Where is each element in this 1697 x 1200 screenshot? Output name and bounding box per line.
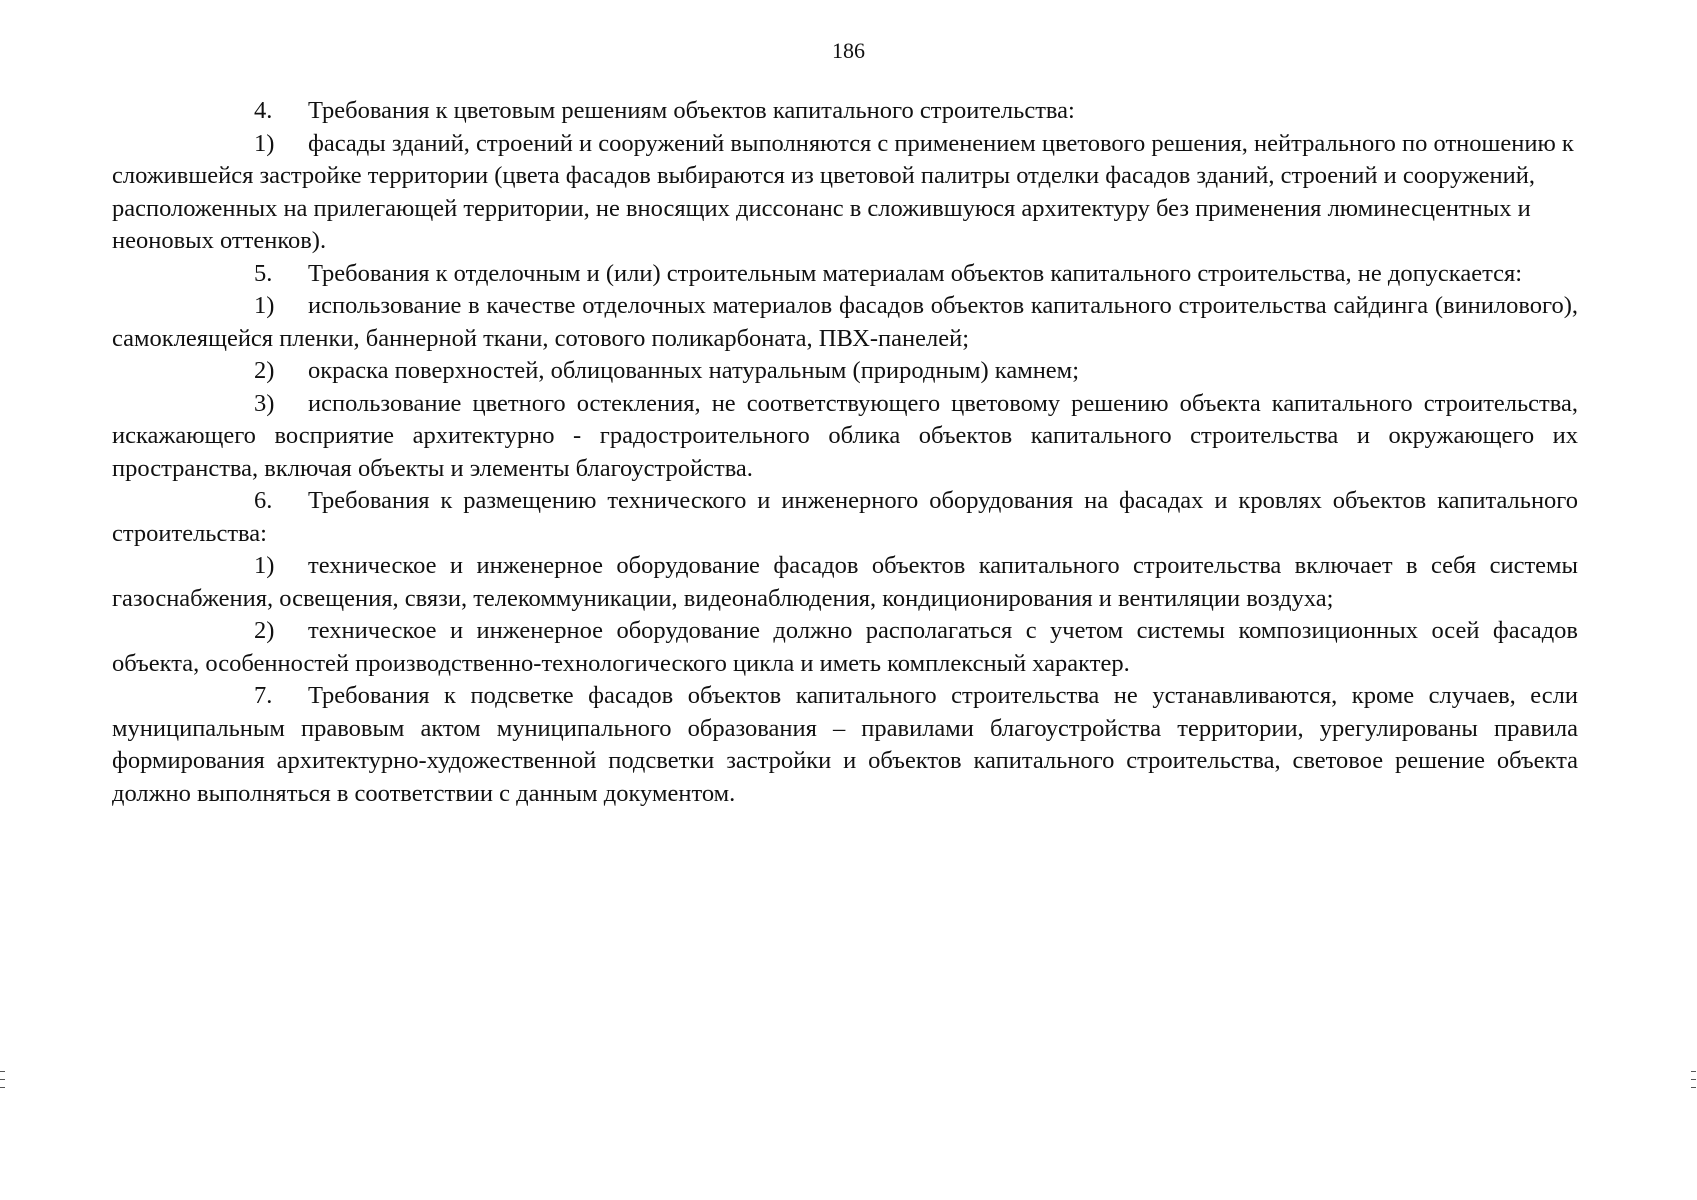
paragraph-number: 2) [254,617,275,644]
paragraph-number: 1) [254,552,275,579]
page-number: 186 [832,38,865,63]
paragraph-section-4 [112,95,1578,128]
scan-edge-mark [0,1079,5,1080]
scan-edge-mark [1691,1071,1696,1072]
paragraph-item-5-3 [112,388,1578,486]
paragraph-text: использование в качестве отделочных материалов фасадов объектов капитального строительства сайдинга (винилового), самоклеящейся пленки, баннерной ткани, сотового поликарбоната, ПВХ-панелей; [112,292,1578,352]
paragraph-section-6 [112,485,1578,550]
scan-edge-mark [1691,1087,1696,1088]
paragraph-number: 1) [254,292,275,319]
scan-edge-mark [0,1087,5,1088]
paragraph-text: Требования к цветовым решениям объектов капитального строительства: [308,97,1075,124]
paragraph-item-6-2 [112,615,1578,680]
paragraph-item-6-1 [112,550,1578,615]
paragraph-text: использование цветного остекления, не соответствующего цветовому решению объекта капитального строительства, искажающего восприятие архитектурно - градостроительного облика объектов капитального строительства и окружающего их пространства, включая объекты и элементы благоустройства. [112,389,1578,482]
paragraph-number: 5. [254,259,273,287]
paragraph-section-5 [112,258,1578,291]
paragraph-item-5-1 [112,290,1578,355]
paragraph-number: 1) [254,129,275,157]
paragraph-text: фасады зданий, строений и сооружений выполняются с применением цветового решения, нейтрального по отношению к сложившейся застройке территории (цвета фасадов выбираются из цветовой палитры отделки фасадов зданий, строений и сооружений, расположенных на прилегающей территории, не вносящих диссонанс в сложившуюся архитектуру без применения люминесцентных и неоновых оттенков). [112,129,1574,254]
paragraph-text: Требования к отделочным и (или) строительным материалам объектов капитального строительства, не допускается: [308,259,1523,287]
paragraph-text: Требования к подсветке фасадов объектов капитального строительства не устанавливаются, кроме случаев, если муниципальным правовым актом муниципального образования – правилами благоустройства территории, урегулированы правила формирования архитектурно-художественной подсветки застройки и объектов капитального строительства, световое решение объекта должно выполняться в соответствии с данным документом. [112,682,1578,807]
paragraph-number: 3) [254,389,275,417]
paragraph-text: техническое и инженерное оборудование должно располагаться с учетом системы композиционных осей фасадов объекта, особенностей производственно-технологического цикла и иметь комплексный характер. [112,617,1578,677]
paragraph-text: окраска поверхностей, облицованных натуральным (природным) камнем; [308,357,1079,384]
paragraph-item-5-2 [112,355,1578,388]
paragraph-section-7 [112,680,1578,810]
paragraph-number: 7. [254,682,273,709]
scan-edge-mark [1691,1079,1696,1080]
paragraph-number: 2) [254,357,275,384]
paragraph-number: 6. [254,487,273,514]
paragraph-number: 4. [254,97,273,124]
scan-edge-mark [0,1071,5,1072]
paragraph-text: техническое и инженерное оборудование фасадов объектов капитального строительства включает в себя системы газоснабжения, освещения, связи, телекоммуникации, видеонаблюдения, кондиционирования и вентиляции воздуха; [112,552,1578,612]
paragraph-item-4-1 [112,128,1578,258]
paragraph-text: Требования к размещению технического и инженерного оборудования на фасадах и кровлях объектов капитального строительства: [112,487,1578,547]
document-body [112,95,1578,810]
